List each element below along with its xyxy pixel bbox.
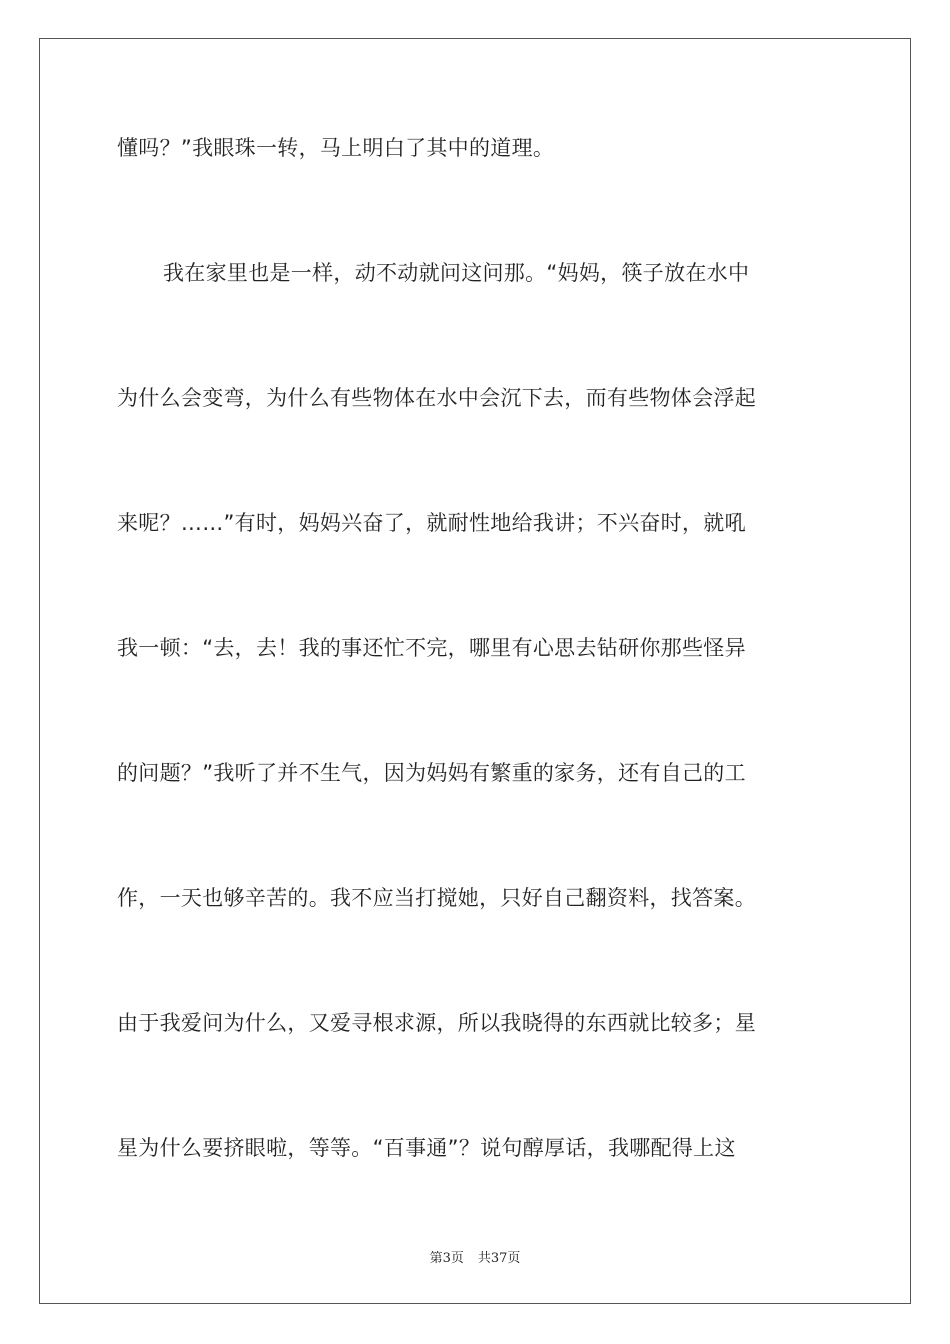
- page-footer: [0, 1247, 950, 1266]
- text-line-5: 我一顿：“去，去！我的事还忙不完，哪里有心思去钻研你那些怪异: [117, 636, 746, 660]
- text-line-9: 星为什么要挤眼啦，等等。“百事通”？说句醇厚话，我哪配得上这: [117, 1136, 736, 1160]
- page-number: 第3页: [429, 1251, 464, 1266]
- text-line-8: 由于我爱问为什么，又爱寻根求源，所以我晓得的东西就比较多；星: [117, 1011, 756, 1035]
- text-line-7: 作，一天也够辛苦的。我不应当打搅她，只好自己翻资料，找答案。: [117, 886, 756, 910]
- text-line-1: 懂吗？”我眼珠一转，马上明白了其中的道理。: [117, 136, 555, 160]
- total-pages: 共37页: [477, 1251, 521, 1266]
- text-line-4: 来呢？……”有时，妈妈兴奋了，就耐性地给我讲；不兴奋时，就吼: [117, 511, 746, 535]
- page-frame: [39, 38, 911, 1304]
- text-line-6: 的问题？”我听了并不生气，因为妈妈有繁重的家务，还有自己的工: [117, 761, 746, 785]
- text-line-2: 我在家里也是一样，动不动就问这问那。“妈妈，筷子放在水中: [163, 261, 750, 285]
- text-line-3: 为什么会变弯，为什么有些物体在水中会沉下去，而有些物体会浮起: [117, 386, 756, 410]
